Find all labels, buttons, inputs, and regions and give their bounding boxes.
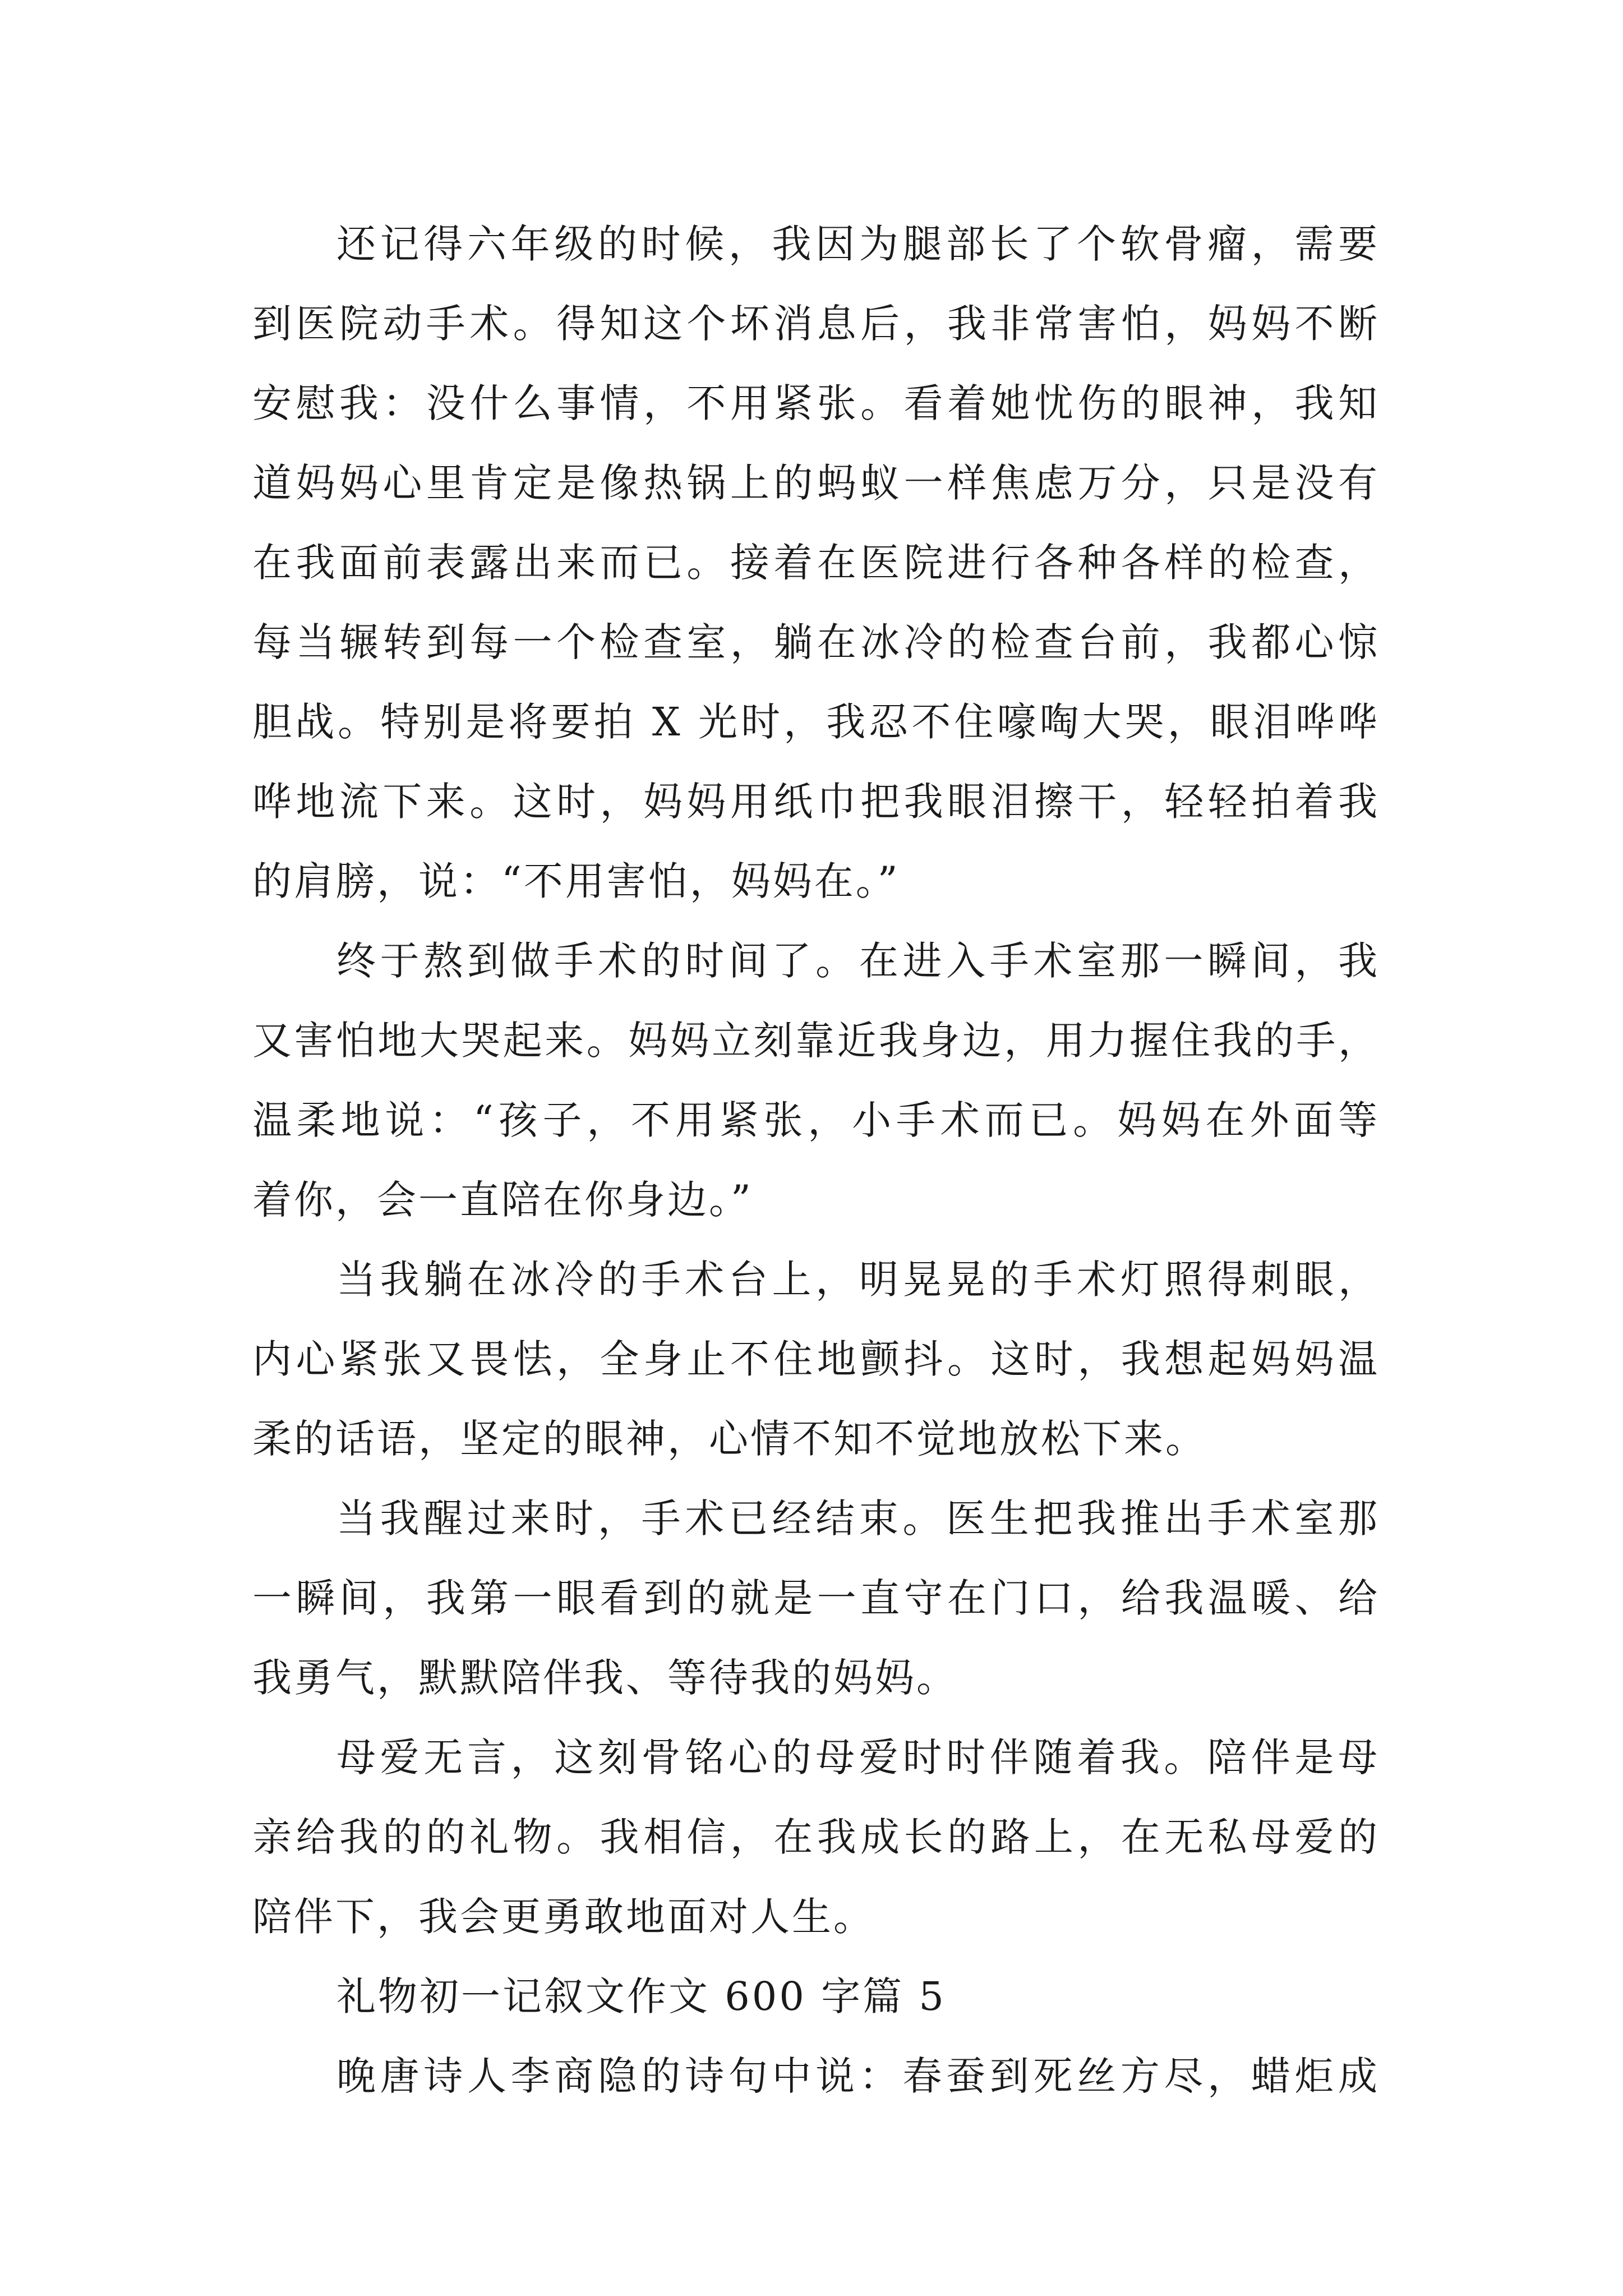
text-line: 着你，会一直陪在你身边。” bbox=[252, 1177, 753, 1223]
text-line: 当我醒过来时，手术已经结束。医生把我推出手术室那 bbox=[336, 1496, 1380, 1542]
text-line: 当我躺在冰冷的手术台上，明晃晃的手术灯照得刺眼， bbox=[336, 1257, 1380, 1303]
section-heading: 礼物初一记叙文作文 600 字篇 5 bbox=[336, 1973, 946, 2019]
text-line: 柔的话语，坚定的眼神，心情不知不觉地放松下来。 bbox=[252, 1416, 1207, 1462]
text-line: 温柔地说：“孩子，不用紧张，小手术而已。妈妈在外面等 bbox=[252, 1097, 1380, 1143]
text-line: 每当辗转到每一个检查室，躺在冰冷的检查台前，我都心惊 bbox=[252, 619, 1380, 665]
text-line: 内心紧张又畏怯，全身止不住地颤抖。这时，我想起妈妈温 bbox=[252, 1336, 1380, 1382]
text-line: 晚唐诗人李商隐的诗句中说：春蚕到死丝方尽，蜡炬成 bbox=[336, 2053, 1380, 2099]
text-line: 一瞬间，我第一眼看到的就是一直守在门口，给我温暖、给 bbox=[252, 1575, 1380, 1621]
text-line: 胆战。特别是将要拍 X 光时，我忍不住嚎啕大哭，眼泪哗哗 bbox=[252, 699, 1380, 745]
text-line: 安慰我：没什么事情，不用紧张。看着她忧伤的眼神，我知 bbox=[252, 380, 1380, 426]
essay-text bbox=[252, 204, 1380, 2116]
text-line: 道妈妈心里肯定是像热锅上的蚂蚁一样焦虑万分，只是没有 bbox=[252, 460, 1380, 506]
text-line: 母爱无言，这刻骨铭心的母爱时时伴随着我。陪伴是母 bbox=[336, 1734, 1380, 1780]
text-line: 我勇气，默默陪伴我、等待我的妈妈。 bbox=[252, 1655, 958, 1701]
text-line: 的肩膀，说：“不用害怕，妈妈在。” bbox=[252, 858, 900, 904]
text-line: 陪伴下，我会更勇敢地面对人生。 bbox=[252, 1894, 875, 1940]
text-line: 还记得六年级的时候，我因为腿部长了个软骨瘤，需要 bbox=[336, 221, 1380, 267]
text-line: 终于熬到做手术的时间了。在进入手术室那一瞬间，我 bbox=[336, 938, 1380, 984]
text-line: 又害怕地大哭起来。妈妈立刻靠近我身边，用力握住我的手， bbox=[252, 1018, 1380, 1064]
text-line: 到医院动手术。得知这个坏消息后，我非常害怕，妈妈不断 bbox=[252, 301, 1380, 347]
text-line: 哗地流下来。这时，妈妈用纸巾把我眼泪擦干，轻轻拍着我 bbox=[252, 779, 1380, 825]
text-line: 亲给我的的礼物。我相信，在我成长的路上，在无私母爱的 bbox=[252, 1814, 1380, 1860]
text-line: 在我面前表露出来而已。接着在医院进行各种各样的检查， bbox=[252, 540, 1380, 586]
